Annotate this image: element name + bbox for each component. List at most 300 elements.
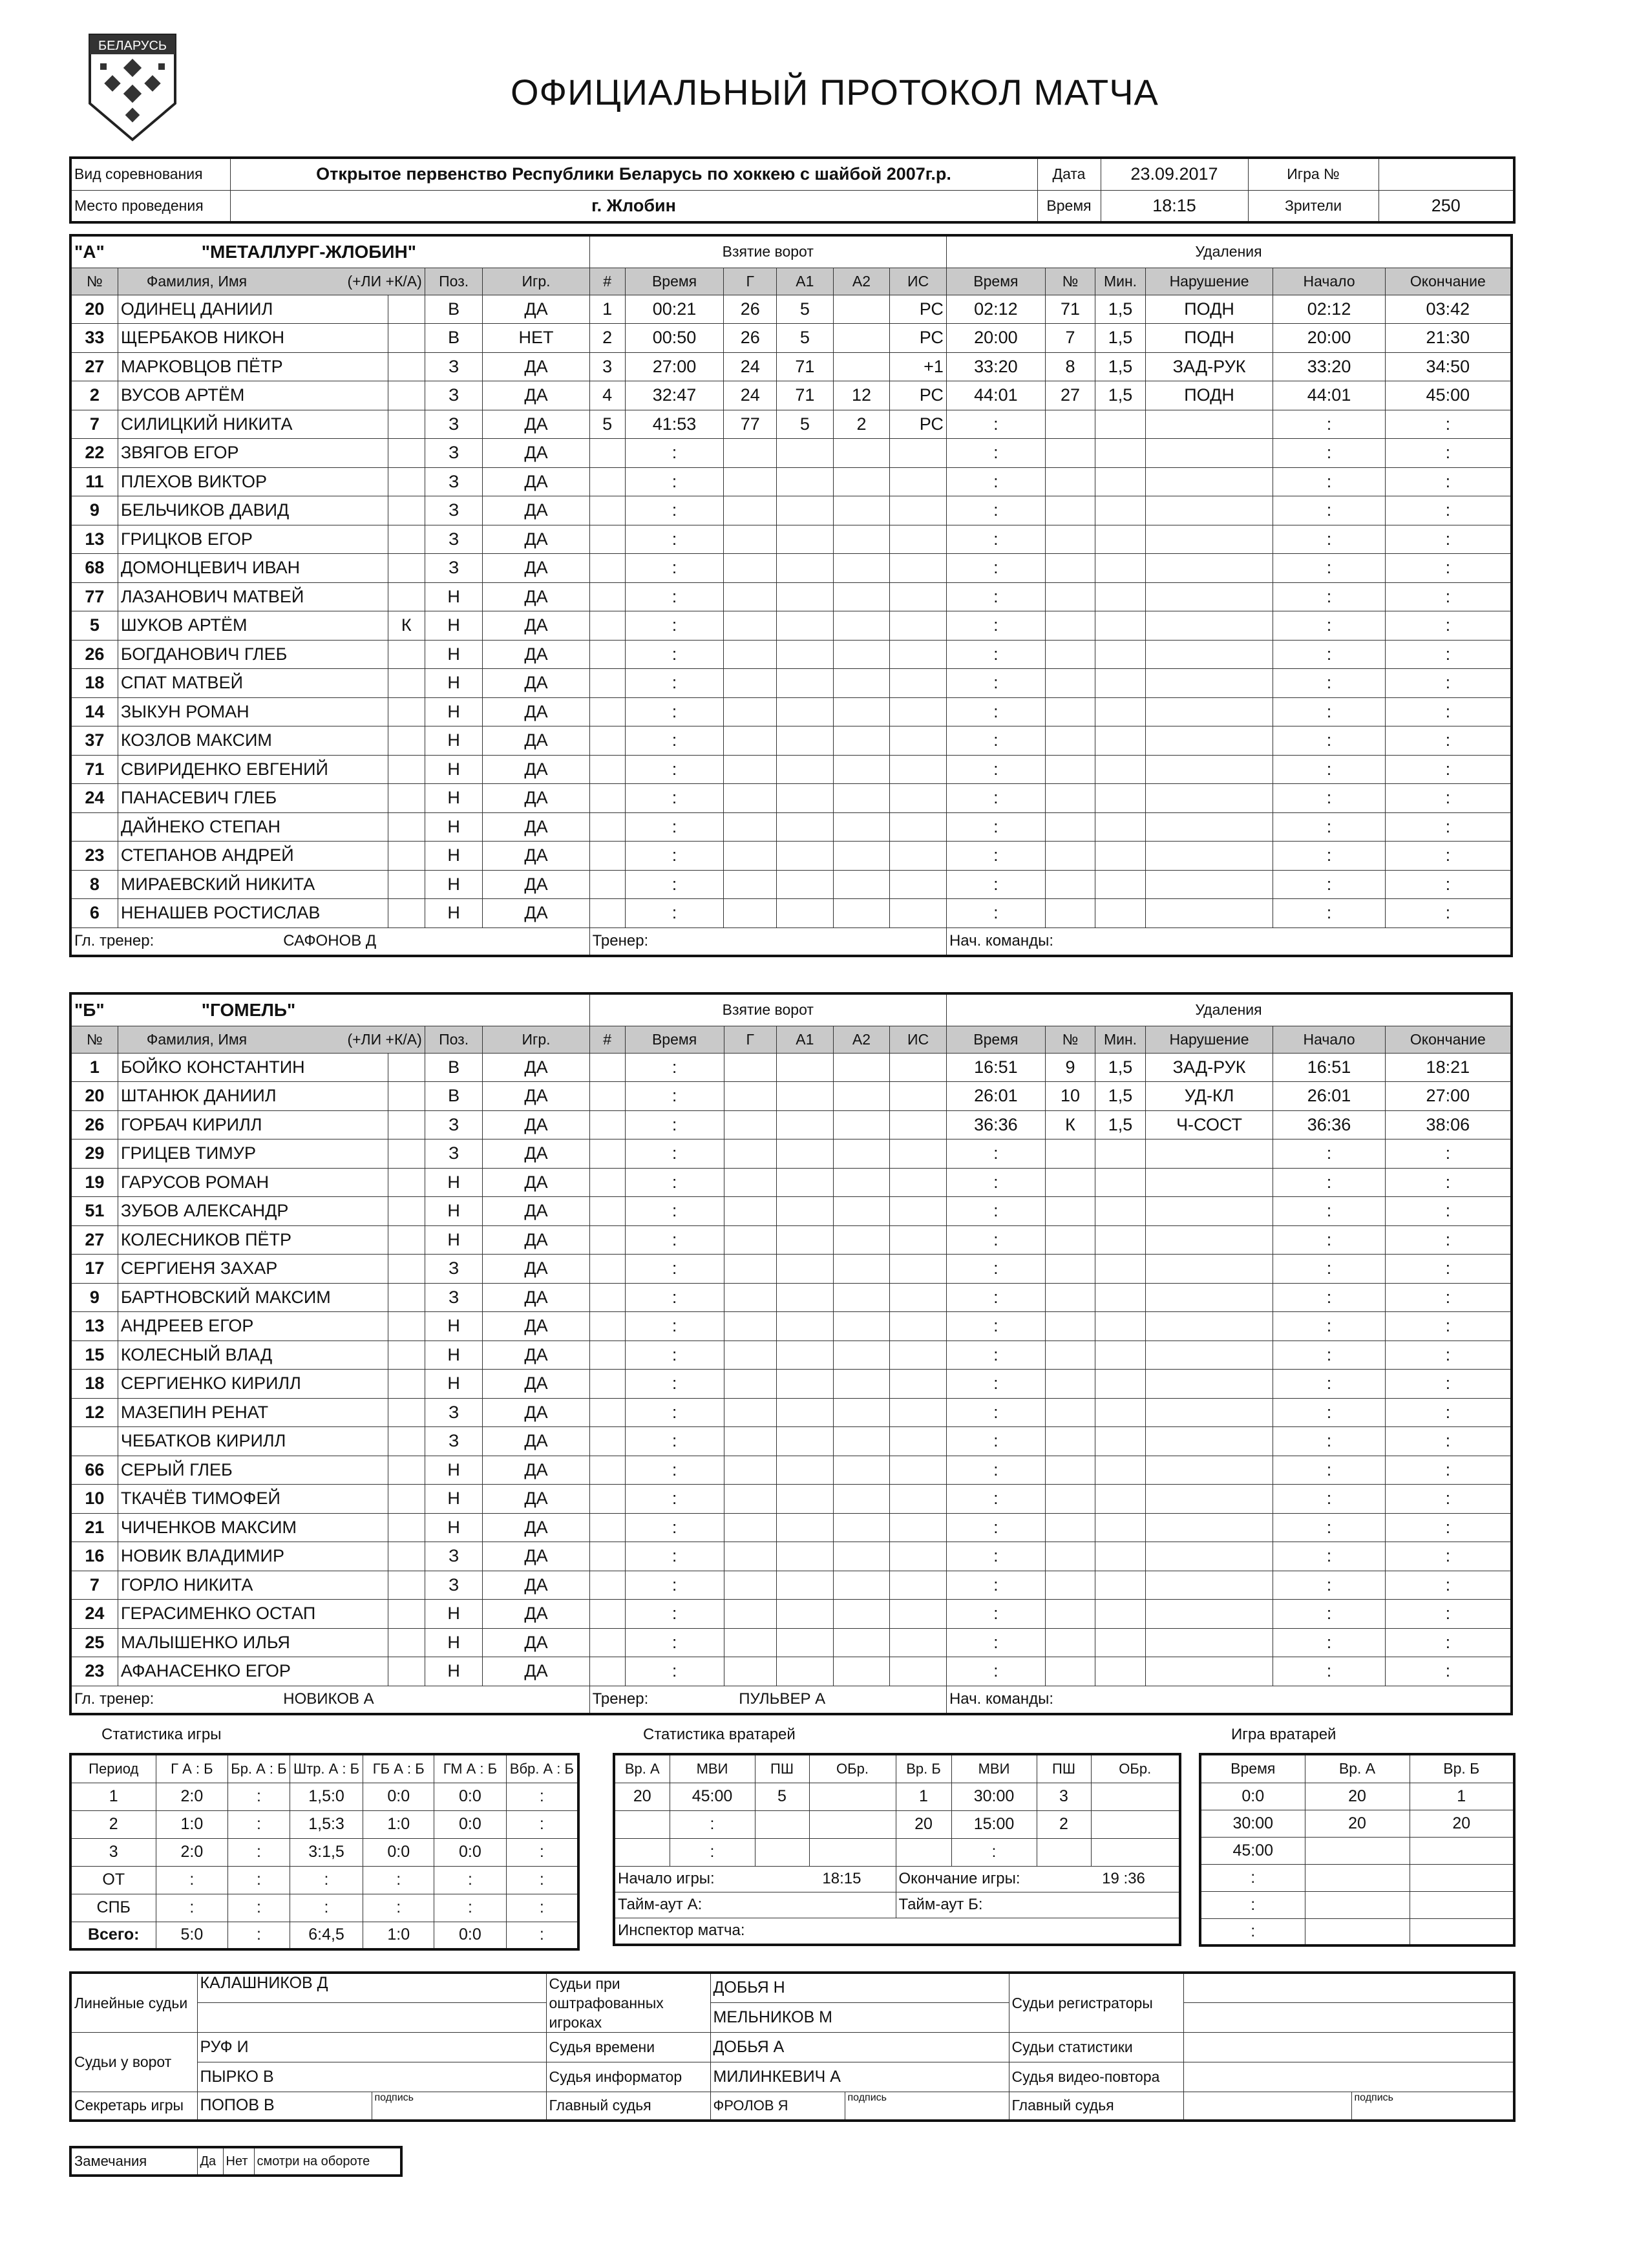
penalty-min: [1095, 1312, 1145, 1341]
player-number: 25: [70, 1628, 118, 1657]
goal-a2: [833, 1082, 890, 1111]
game-stats-row: [70, 1838, 578, 1866]
player-number: 22: [70, 439, 118, 468]
goal-n: [589, 1370, 625, 1399]
penalty-min: [1095, 496, 1145, 525]
player-played: ДА: [483, 554, 589, 583]
player-number: 10: [70, 1485, 118, 1514]
col-goal-no: #: [589, 268, 625, 295]
player-number: 18: [70, 1370, 118, 1399]
penalty-start: :: [1273, 410, 1385, 439]
player-number: 27: [70, 1225, 118, 1255]
goal-g: [724, 1628, 777, 1657]
game-stat-value: 5:0: [156, 1922, 228, 1949]
goal-a2: [833, 1225, 890, 1255]
player-number: 21: [70, 1513, 118, 1542]
goal-a1: [777, 1168, 834, 1197]
coach-label: Тренер:: [592, 932, 649, 950]
penalty-time: :: [946, 1312, 1045, 1341]
coach-cell: [589, 927, 946, 956]
player-played: ДА: [483, 1485, 589, 1514]
col-goal-time: Время: [625, 1026, 724, 1053]
player-name: МАЗЕПИН РЕНАТ: [118, 1398, 388, 1427]
penalty-start: :: [1273, 1427, 1385, 1456]
goalie-play-value: :: [1200, 1918, 1305, 1945]
penalty-no: 7: [1045, 324, 1095, 353]
player-name: СВИРИДЕНКО ЕВГЕНИЙ: [118, 755, 388, 784]
penalty-end: :: [1385, 755, 1512, 784]
penalty-time: :: [946, 726, 1045, 756]
player-row: [70, 582, 1512, 611]
registrar-1: [1183, 1973, 1514, 2002]
coach-cell: [589, 1686, 946, 1714]
penalty-min: [1095, 1542, 1145, 1571]
goal-time: :: [625, 496, 724, 525]
goal-a2: [833, 1542, 890, 1571]
goal-is: РС: [890, 410, 947, 439]
stats-judge-label: Судьи статистики: [1009, 2033, 1183, 2062]
goal-a2: [833, 669, 890, 698]
penalty-no: [1045, 870, 1095, 899]
penalty-min: [1095, 784, 1145, 813]
penalty-inf: ПОДН: [1145, 295, 1273, 324]
player-position: З: [425, 496, 483, 525]
player-mark: [388, 755, 425, 784]
player-position: З: [425, 554, 483, 583]
officials-table: [69, 1971, 1516, 2122]
player-position: Н: [425, 1485, 483, 1514]
game-stats-row: [70, 1922, 578, 1949]
player-row: [70, 554, 1512, 583]
spectators-value: 250: [1379, 190, 1514, 222]
goal-g: [724, 1485, 777, 1514]
timeout-b-cell: [896, 1892, 1180, 1918]
goalie-play-title: Игра вратарей: [1231, 1726, 1336, 1743]
game-stat-value: 1:0: [363, 1810, 434, 1838]
player-number: 33: [70, 324, 118, 353]
goal-is: [890, 1628, 947, 1657]
goal-is: [890, 755, 947, 784]
goal-n: [589, 1053, 625, 1082]
player-row: [70, 640, 1512, 669]
penalty-no: [1045, 1139, 1095, 1169]
col-goal-no: #: [589, 1026, 625, 1053]
goalie-stat-value: [1091, 1838, 1180, 1866]
goal-a1: [777, 726, 834, 756]
goal-time: :: [625, 1398, 724, 1427]
penalty-start: 02:12: [1273, 295, 1385, 324]
game-stat-value: :: [363, 1866, 434, 1894]
goal-is: [890, 439, 947, 468]
player-played: ДА: [483, 726, 589, 756]
player-played: ДА: [483, 1398, 589, 1427]
goal-a2: [833, 755, 890, 784]
player-position: Н: [425, 1600, 483, 1629]
game-stat-value: 0:0: [363, 1783, 434, 1810]
goal-time: :: [625, 870, 724, 899]
penalty-judge-2: МЕЛЬНИКОВ М: [710, 2002, 1009, 2032]
goal-g: [724, 726, 777, 756]
goal-is: [890, 1082, 947, 1111]
penalty-end: :: [1385, 1657, 1512, 1686]
game-stat-value: :: [228, 1783, 290, 1810]
goal-time: :: [625, 582, 724, 611]
goal-a2: [833, 525, 890, 554]
player-played: ДА: [483, 439, 589, 468]
penalty-no: [1045, 467, 1095, 496]
referee-sign: подпись: [845, 2092, 1009, 2121]
player-name: ПЛЕХОВ ВИКТОР: [118, 467, 388, 496]
goal-n: [589, 669, 625, 698]
goal-time: :: [625, 842, 724, 871]
goal-g: [724, 1456, 777, 1485]
goal-a2: [833, 439, 890, 468]
goal-is: [890, 842, 947, 871]
goal-g: [724, 1513, 777, 1542]
player-played: ДА: [483, 1370, 589, 1399]
penalty-no: [1045, 1168, 1095, 1197]
penalty-inf: [1145, 1542, 1273, 1571]
goal-is: [890, 812, 947, 842]
penalty-start: 44:01: [1273, 381, 1385, 410]
player-number: 16: [70, 1542, 118, 1571]
penalty-inf: [1145, 697, 1273, 726]
player-name: ЗЫКУН РОМАН: [118, 697, 388, 726]
penalty-min: [1095, 1370, 1145, 1399]
penalty-inf: [1145, 1370, 1273, 1399]
timekeeper-value: ДОБЬЯ А: [710, 2033, 1009, 2062]
goal-g: [724, 812, 777, 842]
col-name: [118, 268, 425, 295]
goal-a1: [777, 1657, 834, 1686]
player-name: ГАРУСОВ РОМАН: [118, 1168, 388, 1197]
goal-time: :: [625, 1600, 724, 1629]
penalty-no: [1045, 554, 1095, 583]
game-stats-header: Г А : Б: [156, 1754, 228, 1783]
goalie-play-value: :: [1200, 1891, 1305, 1918]
chief-judge-sign: подпись: [1351, 2092, 1514, 2121]
penalty-no: [1045, 1197, 1095, 1226]
goal-a1: [777, 697, 834, 726]
player-row: [70, 1456, 1512, 1485]
goal-g: [724, 1600, 777, 1629]
penalty-min: [1095, 611, 1145, 641]
goal-n: [589, 1225, 625, 1255]
goalie-stat-value: 3: [1037, 1783, 1091, 1810]
player-name: БОГДАНОВИЧ ГЛЕБ: [118, 640, 388, 669]
goal-g: [724, 669, 777, 698]
player-name: АФАНАСЕНКО ЕГОР: [118, 1657, 388, 1686]
goalie-play-value: 20: [1410, 1810, 1514, 1837]
penalty-end: 18:21: [1385, 1053, 1512, 1082]
penalty-time: :: [946, 554, 1045, 583]
goalie-play-row: [1200, 1783, 1514, 1810]
game-stat-value: 0:0: [434, 1922, 507, 1949]
goal-g: [724, 1312, 777, 1341]
player-position: Н: [425, 1657, 483, 1686]
penalty-no: [1045, 1427, 1095, 1456]
goal-a2: [833, 726, 890, 756]
svg-text:БЕЛАРУСЬ: БЕЛАРУСЬ: [98, 39, 167, 53]
col-pen-min: Мин.: [1095, 268, 1145, 295]
player-mark: [388, 899, 425, 928]
penalty-end: :: [1385, 439, 1512, 468]
penalty-end: :: [1385, 1255, 1512, 1284]
team-chief-cell: [946, 927, 1512, 956]
goal-time: :: [625, 1168, 724, 1197]
game-stat-value: :: [434, 1894, 507, 1922]
game-stat-value: 0:0: [434, 1810, 507, 1838]
player-row: [70, 669, 1512, 698]
goal-a1: [777, 1197, 834, 1226]
penalty-min: [1095, 1628, 1145, 1657]
goal-g: [724, 525, 777, 554]
player-name: СИЛИЦКИЙ НИКИТА: [118, 410, 388, 439]
goal-a1: [777, 640, 834, 669]
player-mark: [388, 1485, 425, 1514]
penalty-end: :: [1385, 726, 1512, 756]
goal-a2: [833, 1600, 890, 1629]
goal-a2: [833, 1053, 890, 1082]
referee-label: Главный судья: [546, 2092, 710, 2121]
player-position: Н: [425, 611, 483, 641]
col-pen-no: №: [1045, 268, 1095, 295]
player-position: З: [425, 525, 483, 554]
penalty-no: [1045, 1456, 1095, 1485]
penalty-no: 8: [1045, 352, 1095, 381]
penalty-time: 33:20: [946, 352, 1045, 381]
col-pen-min: Мин.: [1095, 1026, 1145, 1053]
penalty-start: 26:01: [1273, 1082, 1385, 1111]
goal-a2: [833, 1110, 890, 1139]
penalty-time: :: [946, 1139, 1045, 1169]
penalty-end: :: [1385, 1197, 1512, 1226]
goal-n: [589, 1082, 625, 1111]
goalie-stat-value: 15:00: [951, 1810, 1037, 1838]
goal-a1: [777, 439, 834, 468]
penalty-min: [1095, 842, 1145, 871]
video-judge-label: Судья видео-повтора: [1009, 2062, 1183, 2092]
goal-is: РС: [890, 324, 947, 353]
penalty-no: [1045, 842, 1095, 871]
goalie-play-header: Время: [1200, 1754, 1305, 1783]
penalty-start: :: [1273, 1197, 1385, 1226]
goal-g: [724, 582, 777, 611]
game-stats-row: [70, 1866, 578, 1894]
player-position: Н: [425, 582, 483, 611]
penalties-section-label: Удаления: [946, 235, 1512, 268]
game-no-label: Игра №: [1248, 158, 1379, 190]
goal-g: [724, 1283, 777, 1312]
goalie-stat-value: :: [670, 1810, 755, 1838]
goals-section-label: Взятие ворот: [589, 993, 946, 1026]
goal-time: :: [625, 1225, 724, 1255]
player-row: [70, 1657, 1512, 1686]
player-row: [70, 1168, 1512, 1197]
player-played: ДА: [483, 1283, 589, 1312]
col-name-label: Фамилия, Имя: [146, 1030, 248, 1048]
game-stat-value: 1,5:3: [290, 1810, 363, 1838]
goal-is: [890, 582, 947, 611]
goal-time: 32:47: [625, 381, 724, 410]
penalty-min: [1095, 1456, 1145, 1485]
penalty-start: :: [1273, 439, 1385, 468]
goal-a1: 71: [777, 352, 834, 381]
penalty-inf: [1145, 755, 1273, 784]
penalty-time: :: [946, 1255, 1045, 1284]
penalty-no: [1045, 1225, 1095, 1255]
goal-is: [890, 1168, 947, 1197]
player-number: 13: [70, 1312, 118, 1341]
time-value: 18:15: [1101, 190, 1248, 222]
penalty-start: :: [1273, 1139, 1385, 1169]
player-position: В: [425, 1053, 483, 1082]
player-mark: [388, 812, 425, 842]
goal-is: [890, 1225, 947, 1255]
penalty-start: :: [1273, 697, 1385, 726]
penalty-min: [1095, 525, 1145, 554]
player-played: ДА: [483, 582, 589, 611]
game-stat-value: 3:1,5: [290, 1838, 363, 1866]
penalty-inf: [1145, 1139, 1273, 1169]
player-row: [70, 726, 1512, 756]
goal-n: [589, 582, 625, 611]
venue-value: г. Жлобин: [230, 190, 1037, 222]
game-stat-value: :: [506, 1810, 578, 1838]
goalie-stat-value: [755, 1810, 809, 1838]
goal-n: [589, 467, 625, 496]
goal-n: [589, 640, 625, 669]
goalie-stat-value: [809, 1838, 896, 1866]
goal-a2: [833, 870, 890, 899]
penalty-inf: [1145, 1600, 1273, 1629]
goal-is: [890, 870, 947, 899]
timekeeper-label: Судья времени: [546, 2033, 710, 2062]
goalie-stats-header: ПШ: [1037, 1754, 1091, 1783]
player-position: В: [425, 324, 483, 353]
goal-a2: [833, 324, 890, 353]
penalty-time: :: [946, 1456, 1045, 1485]
penalty-no: [1045, 1255, 1095, 1284]
goal-n: [589, 496, 625, 525]
goal-is: [890, 1370, 947, 1399]
penalty-inf: [1145, 726, 1273, 756]
game-stat-value: :: [506, 1838, 578, 1866]
col-no: №: [70, 268, 118, 295]
penalty-inf: [1145, 1255, 1273, 1284]
penalty-inf: [1145, 1312, 1273, 1341]
date-label: Дата: [1037, 158, 1101, 190]
goal-is: [890, 1197, 947, 1226]
col-pos: Поз.: [425, 268, 483, 295]
penalty-time: :: [946, 842, 1045, 871]
penalty-time: :: [946, 1283, 1045, 1312]
penalty-min: [1095, 1168, 1145, 1197]
penalty-start: :: [1273, 640, 1385, 669]
penalty-time: :: [946, 1427, 1045, 1456]
goalie-play-row: [1200, 1891, 1514, 1918]
player-position: Н: [425, 1225, 483, 1255]
penalty-time: :: [946, 1628, 1045, 1657]
penalty-start: :: [1273, 870, 1385, 899]
remarks-see: смотри на обороте: [254, 2147, 401, 2176]
player-played: ДА: [483, 1255, 589, 1284]
player-row: [70, 1628, 1512, 1657]
goal-a2: [833, 1628, 890, 1657]
goal-a1: [777, 1542, 834, 1571]
team-chief-cell: [946, 1686, 1512, 1714]
goal-is: [890, 1542, 947, 1571]
player-number: 5: [70, 611, 118, 641]
goal-n: [589, 1110, 625, 1139]
penalty-time: 36:36: [946, 1110, 1045, 1139]
goalie-stats-header: Вр. А: [614, 1754, 670, 1783]
player-row: [70, 1225, 1512, 1255]
penalty-inf: [1145, 1456, 1273, 1485]
goal-g: [724, 496, 777, 525]
date-value: 23.09.2017: [1101, 158, 1248, 190]
col-pen-inf: Нарушение: [1145, 1026, 1273, 1053]
player-played: ДА: [483, 1168, 589, 1197]
penalty-inf: [1145, 899, 1273, 928]
goalie-stat-value: :: [951, 1838, 1037, 1866]
player-row: [70, 1427, 1512, 1456]
penalty-start: :: [1273, 784, 1385, 813]
player-row: [70, 1053, 1512, 1082]
player-mark: [388, 1513, 425, 1542]
player-position: З: [425, 1110, 483, 1139]
penalty-end: 45:00: [1385, 381, 1512, 410]
penalty-start: :: [1273, 496, 1385, 525]
player-mark: [388, 1255, 425, 1284]
penalty-no: [1045, 784, 1095, 813]
goal-time: :: [625, 726, 724, 756]
goal-n: 3: [589, 352, 625, 381]
goal-n: [589, 611, 625, 641]
penalty-inf: [1145, 1513, 1273, 1542]
goalie-play-value: [1305, 1891, 1410, 1918]
penalty-time: :: [946, 812, 1045, 842]
goal-n: 1: [589, 295, 625, 324]
penalty-inf: [1145, 1628, 1273, 1657]
col-g: Г: [724, 1026, 777, 1053]
penalty-start: :: [1273, 755, 1385, 784]
penalty-min: [1095, 726, 1145, 756]
chief-judge-value: [1183, 2092, 1351, 2121]
goal-a1: [777, 611, 834, 641]
goal-is: [890, 697, 947, 726]
col-a1: А1: [777, 1026, 834, 1053]
penalty-start: :: [1273, 1312, 1385, 1341]
goal-time: :: [625, 1110, 724, 1139]
penalty-end: :: [1385, 842, 1512, 871]
period-label: ОТ: [70, 1866, 156, 1894]
player-mark: [388, 554, 425, 583]
player-position: Н: [425, 1312, 483, 1341]
penalty-time: :: [946, 1197, 1045, 1226]
penalty-inf: [1145, 640, 1273, 669]
player-number: 8: [70, 870, 118, 899]
penalty-start: :: [1273, 1628, 1385, 1657]
goal-a1: [777, 1513, 834, 1542]
goalie-stat-value: [809, 1783, 896, 1810]
player-mark: [388, 842, 425, 871]
team-b-section: [69, 992, 1513, 1715]
game-stat-value: :: [228, 1838, 290, 1866]
goal-time: :: [625, 1312, 724, 1341]
goalie-stat-value: 2: [1037, 1810, 1091, 1838]
player-name: ЩЕРБАКОВ НИКОН: [118, 324, 388, 353]
